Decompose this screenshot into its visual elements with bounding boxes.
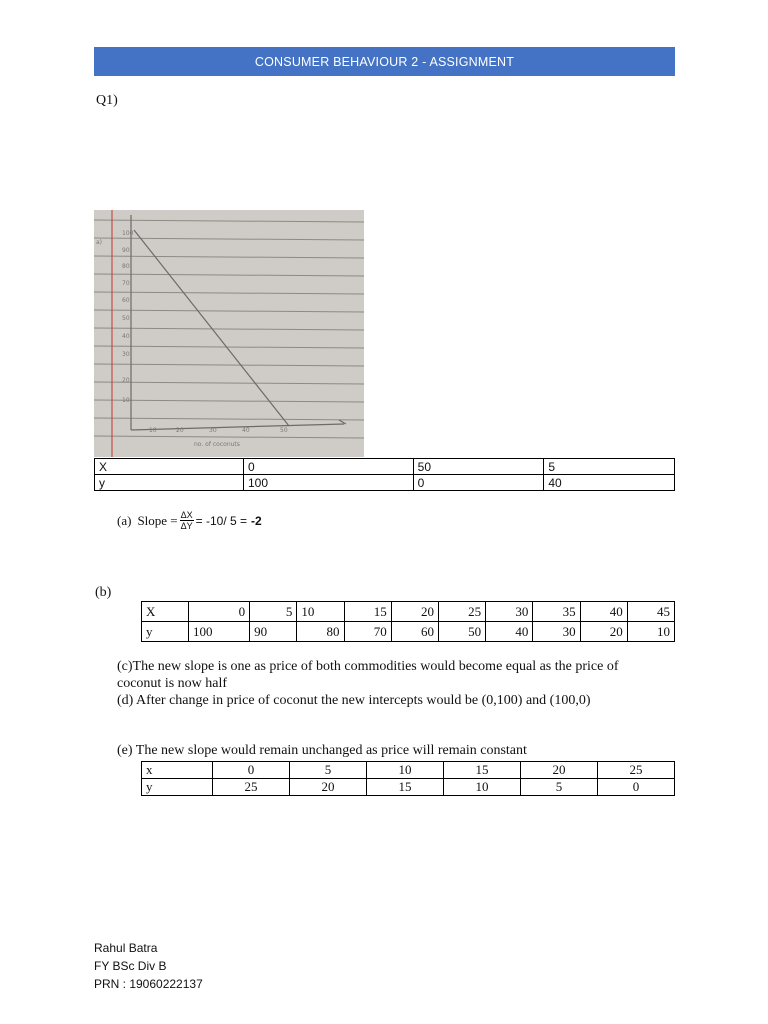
- table-cell: 0: [213, 762, 290, 779]
- table-cell: 20: [521, 762, 598, 779]
- table-row: [95, 475, 675, 491]
- table-cell: 0: [598, 779, 675, 796]
- table-cell: 15: [444, 762, 521, 779]
- part-c-line-1: (c)The new slope is one as price of both commodities would become equal as the price of: [117, 659, 619, 674]
- student-class: FY BSc Div B: [94, 959, 167, 973]
- svg-text:40: 40: [242, 427, 250, 434]
- svg-text:30: 30: [209, 427, 217, 434]
- table-cell: 30: [533, 622, 580, 642]
- table-cell: 35: [533, 602, 580, 622]
- table-row: [142, 779, 675, 796]
- svg-text:20: 20: [122, 377, 130, 384]
- svg-text:50: 50: [280, 427, 288, 434]
- svg-text:70: 70: [122, 280, 130, 287]
- table-cell: 45: [627, 602, 674, 622]
- table-cell: 10: [297, 602, 344, 622]
- table-cell: 50: [413, 459, 544, 475]
- table-cell: 50: [438, 622, 485, 642]
- student-prn: PRN : 19060222137: [94, 977, 203, 991]
- table-cell: 0: [413, 475, 544, 491]
- slope-fraction: [180, 510, 194, 531]
- handdrawn-graph-photo: [94, 210, 364, 457]
- question-label: Q1): [96, 93, 118, 108]
- svg-text:no. of coconuts: no. of coconuts: [194, 441, 240, 448]
- svg-text:10: 10: [149, 427, 157, 434]
- row-label-cell: y: [142, 779, 213, 796]
- svg-text:50: 50: [122, 315, 130, 322]
- svg-text:90: 90: [122, 247, 130, 254]
- table-part-a: [94, 458, 675, 491]
- table-row: [95, 459, 675, 475]
- table-row: [142, 602, 675, 622]
- document-title: CONSUMER BEHAVIOUR 2 - ASSIGNMENT: [254, 54, 515, 69]
- row-label-cell: X: [95, 459, 244, 475]
- part-c-line-2: coconut is now half: [117, 676, 228, 691]
- table-cell: 100: [244, 475, 414, 491]
- fraction-numerator: ΔX: [180, 510, 193, 520]
- part-d-text: (d) After change in price of coconut the new intercepts would be (0,100) and (100,0): [117, 693, 591, 708]
- table-cell: 30: [486, 602, 533, 622]
- table-cell: 40: [580, 602, 627, 622]
- table-cell: 5: [521, 779, 598, 796]
- row-label-cell: X: [142, 602, 189, 622]
- fraction-denominator: ΔY: [180, 521, 193, 531]
- slope-rest: = -10/ 5 =: [195, 513, 248, 528]
- table-cell: 15: [344, 602, 391, 622]
- svg-text:40: 40: [122, 333, 130, 340]
- svg-text:10: 10: [122, 397, 130, 404]
- table-cell: 5: [250, 602, 297, 622]
- table-cell: 20: [391, 602, 438, 622]
- svg-text:30: 30: [122, 351, 130, 358]
- table-cell: 25: [213, 779, 290, 796]
- slope-formula: [117, 510, 262, 531]
- part-e-text: (e) The new slope would remain unchanged as price will remain constant: [117, 743, 527, 758]
- table-cell: 0: [244, 459, 414, 475]
- table-cell: 10: [444, 779, 521, 796]
- table-cell: 100: [189, 622, 250, 642]
- table-cell: 90: [250, 622, 297, 642]
- table-cell: 5: [544, 459, 675, 475]
- table-cell: 25: [438, 602, 485, 622]
- table-part-b: [141, 601, 675, 642]
- table-cell: 60: [391, 622, 438, 642]
- svg-text:100: 100: [122, 230, 134, 237]
- row-label-cell: x: [142, 762, 213, 779]
- table-cell: 5: [290, 762, 367, 779]
- part-b-label: (b): [95, 585, 112, 600]
- table-cell: 0: [189, 602, 250, 622]
- table-cell: 20: [580, 622, 627, 642]
- part-a-prefix: (a): [117, 512, 132, 528]
- table-part-e: [141, 761, 675, 796]
- table-cell: 20: [290, 779, 367, 796]
- document-header-bar: [94, 47, 675, 76]
- table-cell: 70: [344, 622, 391, 642]
- svg-text:20: 20: [176, 427, 184, 434]
- slope-label: Slope =: [137, 512, 178, 528]
- table-row: [142, 762, 675, 779]
- table-cell: 40: [544, 475, 675, 491]
- table-cell: 40: [486, 622, 533, 642]
- svg-text:a): a): [96, 239, 103, 246]
- table-cell: 10: [627, 622, 674, 642]
- table-cell: 15: [367, 779, 444, 796]
- table-row: [142, 622, 675, 642]
- slope-result: -2: [251, 513, 262, 528]
- student-name: Rahul Batra: [94, 941, 158, 955]
- table-cell: 80: [297, 622, 344, 642]
- table-cell: 10: [367, 762, 444, 779]
- svg-text:60: 60: [122, 297, 130, 304]
- table-cell: 25: [598, 762, 675, 779]
- row-label-cell: y: [95, 475, 244, 491]
- row-label-cell: y: [142, 622, 189, 642]
- svg-text:80: 80: [122, 263, 130, 270]
